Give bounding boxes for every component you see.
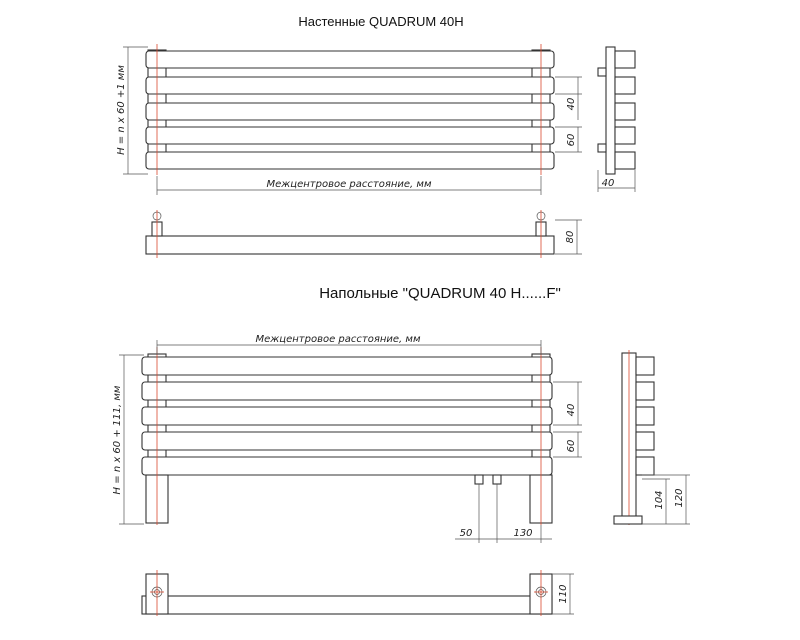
bottom-view-depth-dim: 110 (558, 584, 569, 604)
floor-leg-120-dim: 120 (674, 488, 685, 508)
tube (146, 127, 554, 144)
floor-bottom-view (142, 570, 574, 616)
wall-top-view (146, 210, 582, 258)
tube (142, 357, 552, 375)
tube (146, 152, 554, 169)
floor-tube-height-dim: 40 (566, 403, 577, 417)
floor-front-view (112, 334, 582, 543)
tube (142, 382, 552, 400)
tube (142, 457, 552, 475)
floor-tube-pitch-dim: 60 (566, 439, 577, 453)
wall-tube-height-dim: 40 (566, 97, 577, 111)
tube (142, 432, 552, 450)
tube (146, 77, 554, 94)
tube (142, 407, 552, 425)
floor-height-label: H = n x 60 + 111, мм (112, 385, 123, 495)
floor-leg-104-dim: 104 (654, 490, 665, 510)
floor-connection-dim: 130 (513, 528, 533, 539)
wall-side-depth-dim: 40 (601, 178, 615, 189)
tube (146, 103, 554, 120)
wall-front-view (116, 44, 582, 195)
tube (146, 51, 554, 68)
wall-side-view (598, 47, 635, 192)
wall-center-distance-label: Межцентровое расстояние, мм (266, 179, 432, 190)
wall-top-depth-dim: 80 (565, 230, 576, 244)
floor-title: Напольные "QUADRUM 40 H......F" (319, 285, 561, 302)
wall-height-label: H = n x 60 +1 мм (116, 65, 127, 155)
wall-tube-pitch-dim: 60 (566, 133, 577, 147)
wall-title: Настенные QUADRUM 40H (298, 14, 464, 29)
floor-side-view (614, 350, 690, 525)
floor-center-distance-label: Межцентровое расстояние, мм (255, 334, 421, 345)
floor-offset-dim: 50 (459, 528, 473, 539)
